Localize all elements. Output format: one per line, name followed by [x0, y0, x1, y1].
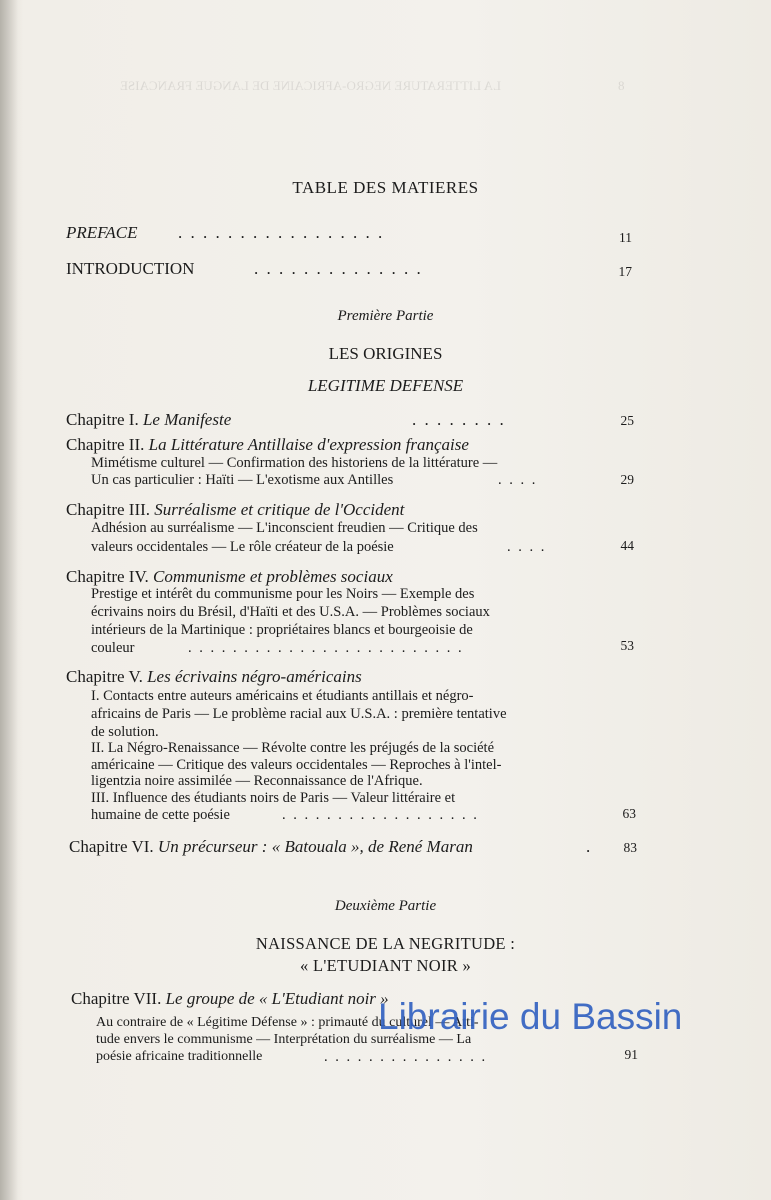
part2-title-line-2: « L'ETUDIANT NOIR » — [299, 956, 472, 975]
chapter-7-desc-line-2: tude envers le communisme — Interprétation du surréalisme — La — [96, 1032, 472, 1047]
chapter-5-prefix: Chapitre V. — [66, 667, 143, 686]
chapter-5-page: 63 — [622, 806, 636, 821]
chapter-3-desc-line-1: Adhésion au surréalisme — L'inconscient freudien — Critique des — [91, 520, 478, 536]
chapter-1-prefix: Chapitre I. — [66, 410, 139, 429]
chapter-5-desc-line-6: ligentzia noire assimilée — Reconnaissance de l'Afrique. — [91, 773, 423, 789]
chapter-5-heading — [66, 667, 362, 687]
chapter-6-heading — [69, 837, 473, 857]
chapter-5-desc-line-3: de solution. — [91, 724, 159, 740]
chapter-2-desc-line-2: Un cas particulier : Haïti — L'exotisme aux Antilles — [91, 472, 394, 488]
chapter-4-prefix: Chapitre IV. — [66, 567, 149, 586]
chapter-5-desc-line-4: II. La Négro-Renaissance — Révolte contre les préjugés de la société — [91, 740, 495, 756]
chapter-4-page: 53 — [620, 638, 634, 653]
chapter-2-heading — [66, 435, 469, 455]
chapter-3-heading — [66, 500, 404, 520]
introduction-label: INTRODUCTION — [66, 259, 195, 278]
part1-label: Première Partie — [337, 308, 434, 324]
toc-title: TABLE DES MATIERES — [292, 178, 479, 197]
introduction-page: 17 — [618, 264, 632, 279]
chapter-5-leader: . . . . . . . . . . . . . . . . . . — [282, 807, 479, 823]
chapter-1-leader: . . . . . . . . — [412, 410, 506, 429]
chapter-3-leader: . . . . — [507, 539, 547, 555]
chapter-2-desc-line-1: Mimétisme culturel — Confirmation des historiens de la littérature — — [91, 455, 498, 471]
chapter-5-desc-line-1: I. Contacts entre auteurs américains et étudiants antillais et négro- — [91, 688, 474, 704]
preface-page: 11 — [619, 230, 632, 245]
chapter-5-desc-line-7: III. Influence des étudiants noirs de Paris — Valeur littéraire et — [91, 790, 456, 806]
watermark-text: Librairie du Bassin — [378, 996, 683, 1037]
chapter-3-prefix: Chapitre III. — [66, 500, 151, 519]
chapter-6-page: 83 — [623, 840, 637, 855]
chapter-3-desc-line-2: valeurs occidentales — Le rôle créateur de la poésie — [91, 539, 394, 555]
chapter-4-leader: . . . . . . . . . . . . . . . . . . . . . . . . . — [188, 640, 464, 656]
chapter-7-heading — [71, 989, 389, 1009]
chapter-7-page: 91 — [624, 1047, 638, 1062]
chapter-2-title: La Littérature Antillaise d'expression française — [148, 435, 469, 454]
chapter-6-leader: . — [586, 837, 591, 856]
chapter-3-page: 44 — [620, 538, 634, 553]
chapter-5-desc-line-2: africains de Paris — Le problème racial aux U.S.A. : première tentative — [91, 706, 507, 722]
chapter-7-prefix: Chapitre VII. — [71, 989, 162, 1008]
chapter-4-desc-line-3: intérieurs de la Martinique : propriétaires blancs et bourgeoisie de — [91, 622, 473, 638]
bleed-through-header: LA LITTERATURE NEGRO-AFRICAINE DE LANGUE FRANCAISE — [120, 78, 501, 93]
part2-label: Deuxième Partie — [334, 898, 437, 914]
chapter-1-title: Le Manifeste — [142, 410, 232, 429]
chapter-4-heading — [66, 567, 393, 587]
preface-leader: . . . . . . . . . . . . . . . . . — [178, 223, 385, 242]
chapter-4-desc-line-1: Prestige et intérêt du communisme pour les Noirs — Exemple des — [91, 586, 475, 602]
chapter-4-desc-line-2: écrivains noirs du Brésil, d'Haïti et des U.S.A. — Problèmes sociaux — [91, 604, 490, 620]
chapter-3-title: Surréalisme et critique de l'Occident — [154, 500, 405, 519]
chapter-7-leader: . . . . . . . . . . . . . . . — [324, 1049, 488, 1065]
chapter-1-page: 25 — [620, 413, 634, 428]
preface-label: PREFACE — [66, 223, 138, 242]
chapter-6-title: Un précurseur : « Batouala », de René Maran — [157, 837, 473, 856]
chapter-5-title: Les écrivains négro-américains — [147, 667, 362, 686]
chapter-2-page: 29 — [620, 472, 634, 487]
chapter-6-prefix: Chapitre VI. — [69, 837, 154, 856]
part1-subtitle: LEGITIME DEFENSE — [307, 376, 464, 395]
chapter-2-prefix: Chapitre II. — [66, 435, 145, 454]
bleed-through-page-number: 8 — [618, 78, 625, 93]
chapter-4-desc-line-4: couleur — [91, 640, 135, 656]
chapter-4-title: Communisme et problèmes sociaux — [153, 567, 393, 586]
part1-title: LES ORIGINES — [328, 344, 443, 363]
chapter-5-desc-line-5: américaine — Critique des valeurs occidentales — Reproches à l'intel- — [91, 757, 502, 773]
chapter-1-heading — [66, 410, 231, 430]
chapter-7-desc-line-1: Au contraire de « Légitime Défense » : primauté du culturel — Atti- — [96, 1015, 479, 1030]
introduction-leader: . . . . . . . . . . . . . . — [254, 259, 423, 278]
chapter-7-desc-line-3: poésie africaine traditionnelle — [96, 1049, 263, 1064]
chapter-7-title: Le groupe de « L'Etudiant noir » — [165, 989, 389, 1008]
part2-title-line-1: NAISSANCE DE LA NEGRITUDE : — [255, 934, 516, 953]
chapter-5-desc-line-8: humaine de cette poésie — [91, 807, 230, 823]
chapter-2-leader: . . . . — [498, 472, 538, 488]
